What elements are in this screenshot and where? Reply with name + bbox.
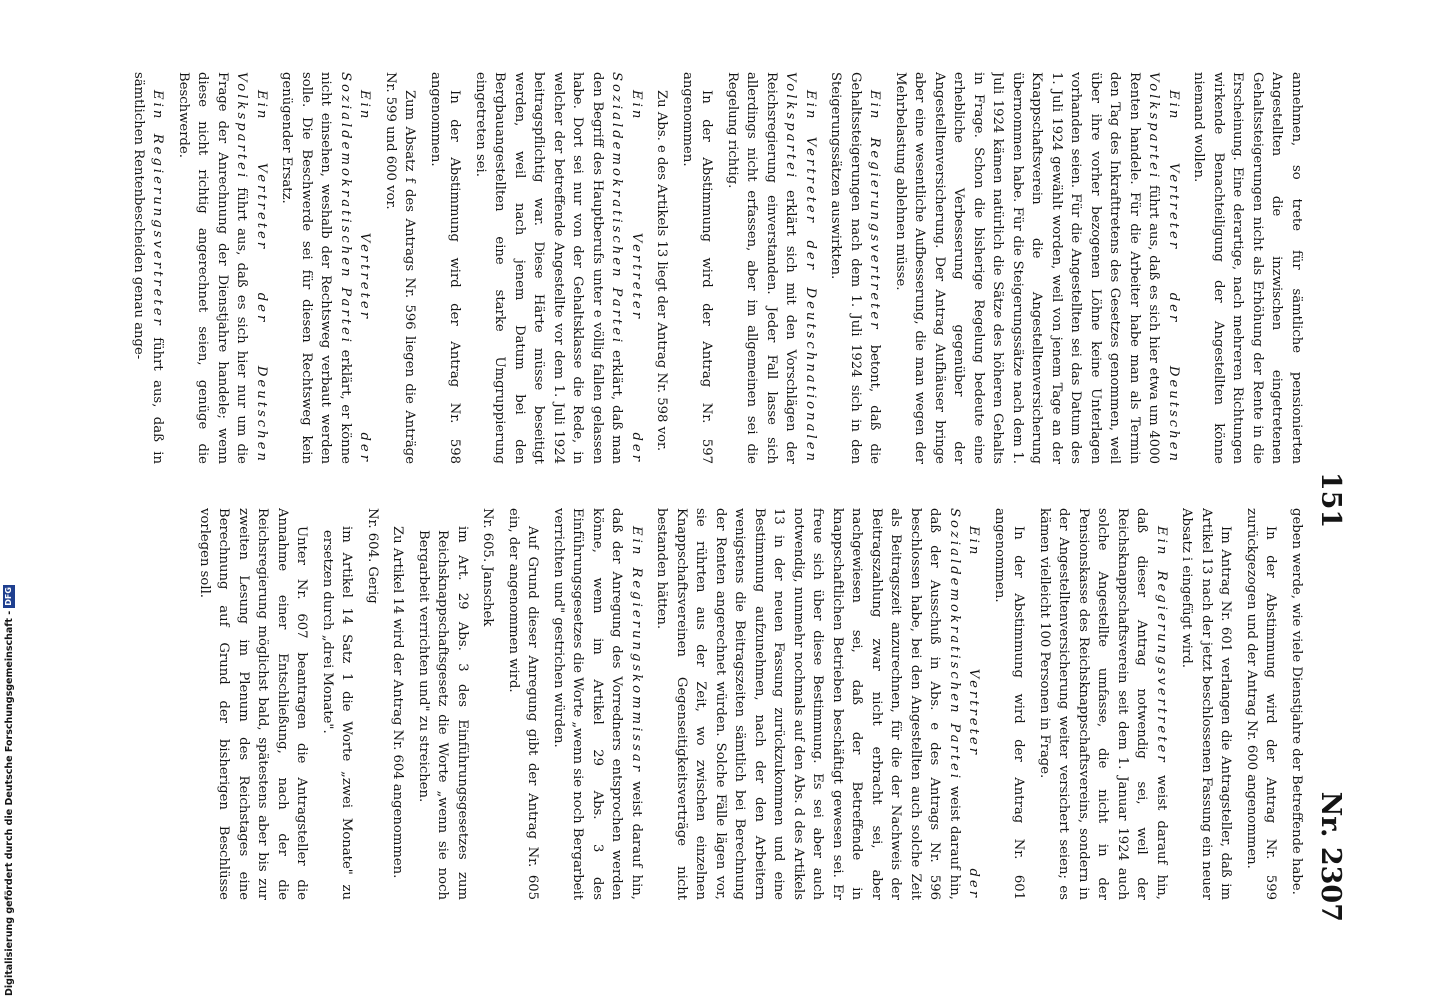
motion-label: Nr. 605. Janschek: [480, 508, 496, 627]
paragraph: [723, 72, 821, 464]
speaker-label: Ein Vertreter der Deutschen Volkspartei: [234, 72, 269, 464]
paragraph-text: weist darauf hin, daß der Anregung des Vorredners entsprochen werden könne, wenn im Artikel 29 Abs. 3 des Einführungsgesetzes die Worte „wenn sie noch Bergarbeit verrichten und" gestrichen würden.: [551, 508, 644, 900]
paragraph-text: weist darauf hin, daß der Ausschuß in Abs. e des Antrags Nr. 596 beschlossen habe, bei den Angestellten auch solche Zeit als Beitragszeit anzurechnen, für die der Nachweis der Beitragszahlung zwar nicht erbracht sei, aber nachgewiesen sei, daß der Betreffende in knappschaftlichen Betrieben beschäftigt gewesen sei. Er freue sich über diese Bestimmung. Es sei aber auch notwendig, nunmehr nochmals auf den Abs. d des Artikels 13 in der neuen Fassung zurückzukommen und eine Bestimmung aufzunehmen, nach der den Arbeitern wenigstens die Beitragszeiten sämtlich bei Berechnung der Renten angerechnet würden. Solche Fälle lägen vor, sie rührten aus der Zeit, wo zwischen einzelnen Knappschaftsvereinen Gegenseitigkeitsverträge nicht bestanden hätten.: [654, 508, 962, 900]
paragraph: Im Antrag Nr. 601 verlangen die Antragsteller, daß im Artikel 13 nach der jetzt beschlossenen Fassung ein neuer Absatz i eingefügt wird.: [1179, 508, 1234, 900]
paragraph: In der Abstimmung wird der Antrag Nr. 598 angenommen.: [428, 72, 463, 464]
paragraph: [129, 72, 168, 464]
motion-label: Nr. 604. Gerig: [365, 508, 380, 604]
paragraph: Unter Nr. 607 beantragen die Antragsteller die Annahme einer Entschließung, nach der die Reichsregierung möglichst bald, spätestens aber bis zur zweiten Lesung im Plenum des Reichstages eine Berechnung auf Grund der bisherigen Beschlüsse vorlegen soll.: [197, 508, 310, 900]
paragraph: In der Abstimmung wird der Antrag Nr. 601 angenommen.: [992, 508, 1027, 900]
speaker-label: Ein Vertreter der Sozialdemokratischen Partei: [609, 72, 644, 464]
paragraph: geben werde, wie viele Dienstjahre der Betreffende habe.: [1289, 508, 1304, 895]
paragraph-text: weist darauf hin, daß dieser Antrag notwendig sei, weil der Reichsknappschaftsverein seit dem 1. Januar 1924 auch solche Angestellte umfasse, die nicht in der Pensionskasse des Reichsknappschaftsvereins, sondern in der Angestelltenversicherung weiter versichert seien; es kämen vielleicht 100 Personen in Frage.: [1037, 508, 1169, 900]
paragraph: Zu Artikel 14 wird der Antrag Nr. 604 angenommen.: [390, 526, 406, 879]
paragraph: [1035, 508, 1172, 900]
motion-text: im Art. 29 Abs. 3 des Einführungsgesetzes zum Reichsknappschaftsgesetz die Worte „wenn sie noch Bergarbeit verrichten und" zu streichen.: [416, 526, 470, 900]
paragraph: [549, 508, 647, 900]
paragraph: [652, 508, 984, 900]
motion-text: im Artikel 14 Satz 1 die Worte „zwei Monate" zu ersetzen durch „drei Monate".: [320, 526, 355, 900]
left-text-column: [126, 72, 1306, 464]
paragraph-text: erklärt sich mit den Vorschlägen der Reichsregierung einverstanden. Jeder Fall lasse sich allerdings nicht erfassen, aber im allgemeinen sei die Regelung richtig.: [725, 72, 799, 464]
speaker-label: Ein Regierungsvertreter: [1154, 526, 1169, 765]
digitization-credit: [1, 587, 17, 996]
right-text-column: [126, 508, 1306, 900]
document-number: Nr. 2307: [1315, 791, 1346, 922]
paragraph: In der Abstimmung wird der Antrag Nr. 599 zurückgezogen und der Antrag Nr. 600 angenommen.: [1244, 508, 1279, 900]
paragraph-text: führt aus, daß es sich hier nur um die Frage der Anrechnung der Dienstjahre handele; wenn diese nicht richtig angerechnet seien, genüge die Beschwerde.: [176, 72, 250, 464]
paragraph-text: führt aus, daß in sämtlichen Rentenbescheiden genau ange-: [131, 72, 166, 464]
speaker-label: Ein Vertreter der Sozialdemokratischen Partei: [947, 508, 982, 900]
paragraph: [891, 72, 1184, 464]
paragraph: [826, 72, 885, 464]
paragraph-text: betont, daß die Gehaltssteigerungen nach dem 1. Juli 1924 sich in den Steigerungssätzen auswirkten.: [828, 72, 883, 464]
speaker-label: Ein Regierungsvertreter: [867, 90, 883, 332]
paragraph: [471, 72, 647, 464]
paragraph-text: erklärt, er könne nicht einsehen, weshalb der Rechtsweg verbaut werden solle. Die Beschwerde sei für diesen Rechtsweg kein genügender Ersatz.: [279, 72, 353, 464]
paragraph: Zum Absatz f des Antrags Nr. 596 liegen die Anträge Nr. 599 und 600 vor.: [383, 72, 418, 464]
paragraph: [277, 72, 375, 464]
paragraph: [174, 72, 272, 464]
dfg-logo: DFG: [4, 587, 13, 606]
paragraph: In der Abstimmung wird der Antrag Nr. 597 angenommen.: [680, 72, 715, 464]
paragraph: Zu Abs. e des Artikels 13 liegt der Antrag Nr. 598 vor.: [654, 90, 670, 452]
credit-text: Digitalisierung gefördert durch die Deutsche Forschungsgemeinschaft -: [3, 610, 15, 996]
page-number: 151: [1315, 471, 1346, 529]
speaker-label: Ein Vertreter der Sozialdemokratischen Partei: [338, 72, 373, 464]
speaker-label: Ein Regierungsvertreter: [150, 90, 166, 328]
speaker-label: Ein Vertreter der Deutschnationalen Volkspartei: [783, 72, 818, 464]
paragraph-text: erklärt, daß man den Begriff des Hauptberufs unter e völlig fallen gelassen habe. Dort sei nur von der Gehaltsklasse die Rede, in welcher der betreffende Angestellte vor dem 1. Juli 1924 beitragspflichtig war. Diese Härte müsse beseitigt werden, weil nach jenem Datum bei den Bergbauangestellten eine starke Umgruppierung eingetreten sei.: [473, 72, 625, 464]
paragraph: annehmen, so trete für sämtliche pensionierten Angestellten die inzwischen eingetretenen Gehaltssteigerungen nicht als Erhöhung der Rente in die Erscheinung. Eine derartige, nach mehreren Richtungen wirkende Benachteiligung der Angestellten könne niemand wollen.: [1191, 72, 1304, 464]
paragraph: Auf Grund dieser Anregung gibt der Antrag Nr. 605 ein, der angenommen wird.: [506, 508, 541, 900]
speaker-label: Ein Regierungskommissar: [629, 526, 644, 775]
speaker-label: Ein Vertreter der Deutschen Volkspartei: [1146, 72, 1181, 464]
rotated-document-page: [100, 0, 1350, 1000]
paragraph-text: führt aus, daß es sich hier etwa um 4000 Renten handele. Für die Arbeiter habe man als Termin den Tag des Inkrafttretens des Gesetzes genommen, weil über ihre vorher bezogenen Löhne keine Unterlagen vorhanden seien. Für die Angestellten sei das Datum des 1. Juli 1924 gewählt worden, weil von jenem Tage an der Knappschaftsverein die Angestelltenversicherung übernommen habe. Für die Steigerungssätze nach dem 1. Juli 1924 kämen natürlich die Sätze des höheren Gehalts in Frage. Schon die bisherige Regelung bedeute eine erhebliche Verbesserung gegenüber der Angestelltenversicherung. Der Antrag Aufhäuser bringe aber eine wesentliche Aufbesserung, die man wegen der Mehrbelastung ablehnen müsse.: [893, 72, 1162, 464]
